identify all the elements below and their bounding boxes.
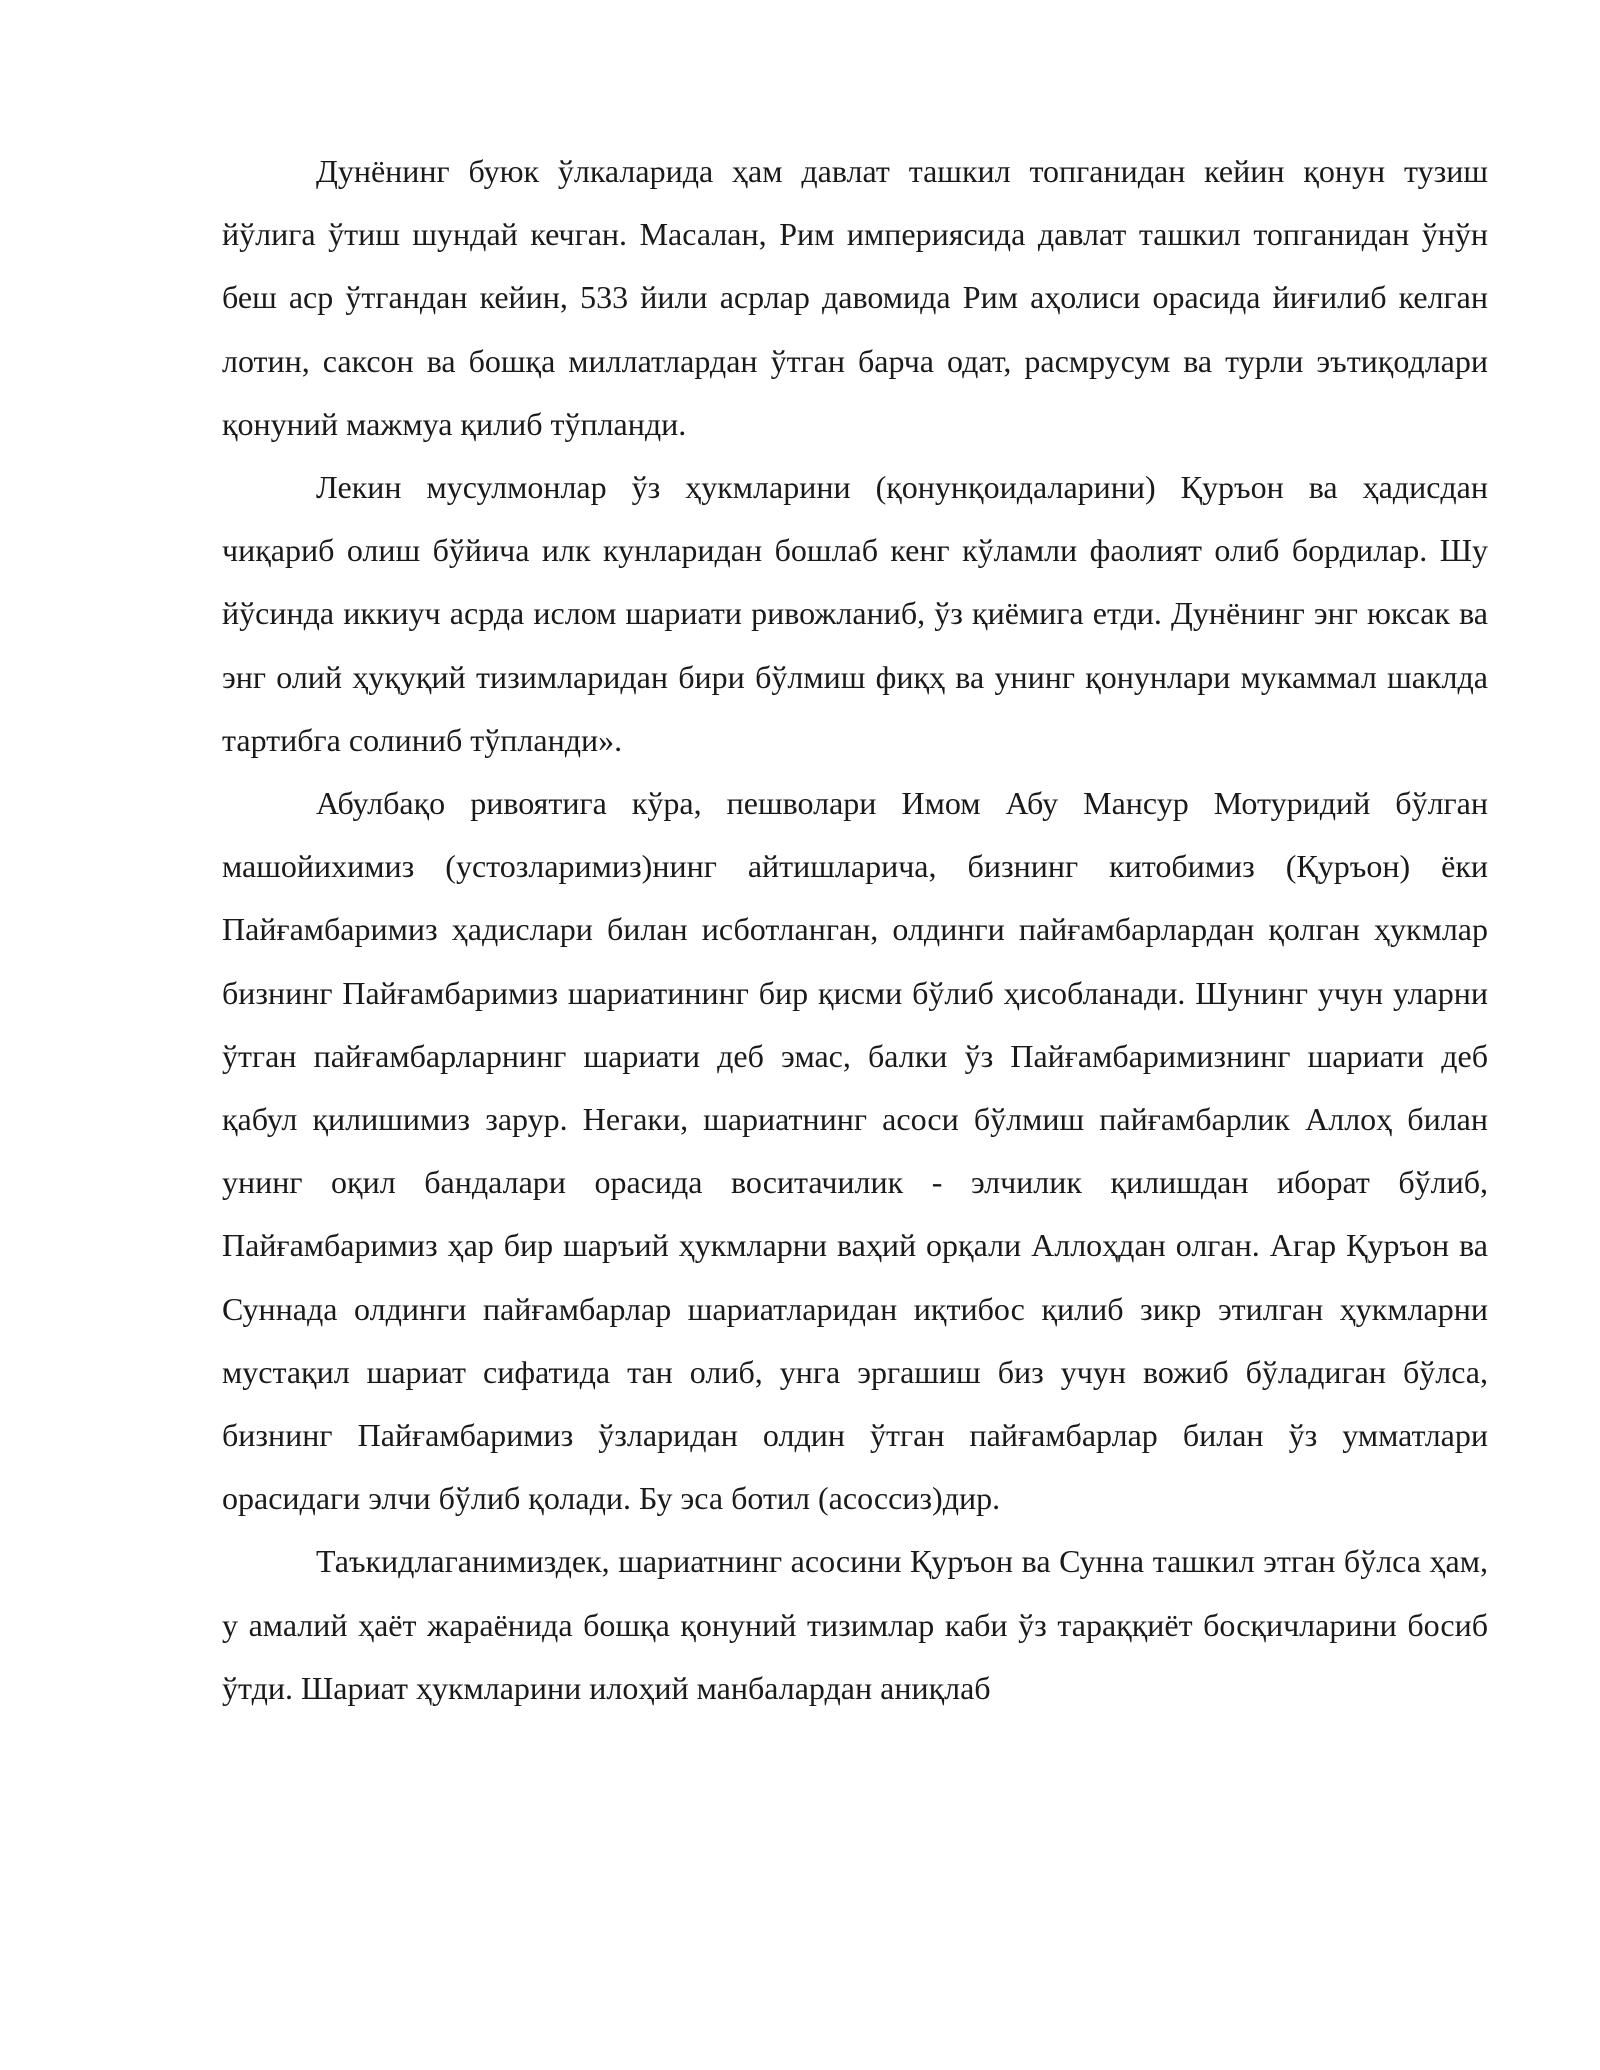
paragraph-4: Таъкидлаганимиздек, шариатнинг асосини Қуръон ва Сунна ташкил этган бўлса ҳам, у амалий ҳаёт жараёнида бошқа қонуний тизимлар каби ўз тараққиёт босқичларини босиб ўтди. Шариат ҳукмларини илоҳий манбалардан аниқлаб xyxy=(222,1543,1488,1706)
paragraph-3: Абулбақо ривоятига кўра, пешволари Имом Абу Мансур Мотуридий бўлган машойихимиз (устозларимиз)нинг айтишларича, бизнинг китобимиз (Қуръон) ёки Пайғамбаримиз ҳадислари билан исботланган, олдинги пайғамбарлардан қолган ҳукмлар бизнинг Пайғамбаримиз шариатининг бир қисми бўлиб ҳисобланади. Шунинг учун уларни ўтган пайғамбарларнинг шариати деб эмас, балки ўз Пайғамбаримизнинг шариати деб қабул қилишимиз зарур. Негаки, шариатнинг асоси бўлмиш пайғамбарлик Аллоҳ билан унинг оқил бандалари орасида воситачилик - элчилик қилишдан иборат бўлиб, Пайғамбаримиз ҳар бир шаръий ҳукмларни ваҳий орқали Аллоҳдан олган. Агар Қуръон ва Суннада олдинги пайғамбарлар шариатларидан иқтибос қилиб зикр этилган ҳукмларни мустақил шариат сифатида тан олиб, унга эргашиш биз учун вожиб бўладиган бўлса, бизнинг Пайғамбаримиз ўзларидан олдин ўтган пайғамбарлар билан ўз умматлари орасидаги элчи бўлиб қолади. Бу эса ботил (асоссиз)дир. xyxy=(222,785,1488,1517)
document-body xyxy=(222,140,1488,1720)
paragraph-1: Дунёнинг буюк ўлкаларида ҳам давлат ташкил топганидан кейин қонун тузиш йўлига ўтиш шундай кечган. Масалан, Рим империясида давлат ташкил топганидан ўнўн беш аср ўтгандан кейин, 533 йили асрлар давомида Рим аҳолиси орасида йиғилиб келган лотин, саксон ва бошқа миллатлардан ўтган барча одат, расмрусум ва турли эътиқодлари қонуний мажмуа қилиб тўпланди. xyxy=(222,153,1488,442)
paragraph-2: Лекин мусулмонлар ўз ҳукмларини (қонунқоидаларини) Қуръон ва ҳадисдан чиқариб олиш бўйича илк кунларидан бошлаб кенг кўламли фаолият олиб бордилар. Шу йўсинда иккиуч асрда ислом шариати ривожланиб, ўз қиёмига етди. Дунёнинг энг юксак ва энг олий ҳуқуқий тизимларидан бири бўлмиш фиқҳ ва унинг қонунлари мукаммал шаклда тартибга солиниб тўпланди». xyxy=(222,469,1488,758)
